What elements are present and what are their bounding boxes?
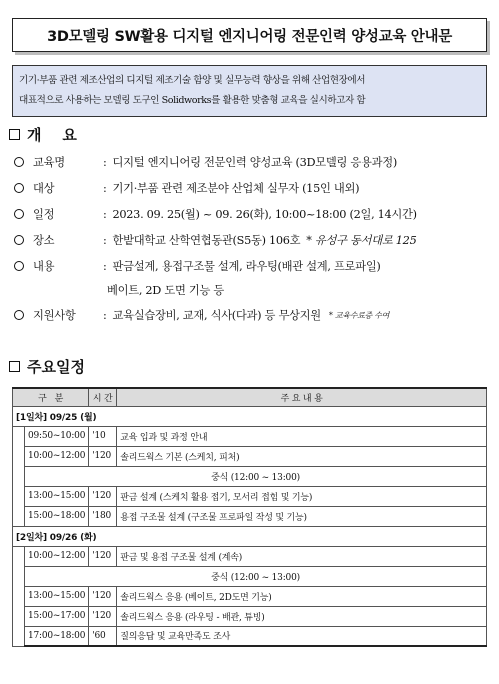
time-cell: 13:00~15:00 <box>25 586 89 606</box>
intro-box <box>12 65 487 117</box>
overview-heading <box>9 124 77 145</box>
table-row <box>13 606 487 626</box>
colon: : <box>103 155 107 169</box>
overview-value: 2023. 09. 25(월) ~ 09. 26(화), 10:00~18:00 (2일, 14시간) <box>112 208 417 221</box>
overview-label: 지원사항 <box>33 309 76 322</box>
table-row <box>13 486 487 506</box>
indent-cell <box>13 426 25 526</box>
overview-label: 일정 <box>33 208 55 221</box>
content-cell: 용접 구조물 설계 (구조물 프로파일 작성 및 기능) <box>117 506 487 526</box>
day-row <box>13 406 487 426</box>
overview-content-continued: 베이트, 2D 도면 기능 등 <box>107 284 225 297</box>
time-cell: 09:50~10:00 <box>25 426 89 446</box>
location-address-note: * 유성구 동서대로 125 <box>306 234 417 247</box>
minutes-cell: '120 <box>89 606 117 626</box>
minutes-cell: '180 <box>89 506 117 526</box>
circle-bullet-icon <box>14 157 24 167</box>
content-cell: 교육 입과 및 과정 안내 <box>117 426 487 446</box>
minutes-cell: '120 <box>89 486 117 506</box>
minutes-cell: '10 <box>89 426 117 446</box>
overview-value: 한밭대학교 산학연협동관(S5동) 106호 <box>112 234 301 247</box>
content-cell: 솔리드웍스 응용 (베이트, 2D도면 기능) <box>117 586 487 606</box>
indent-cell <box>13 546 25 646</box>
overview-label: 내용 <box>33 260 55 273</box>
time-cell: 15:00~18:00 <box>25 506 89 526</box>
content-cell: 판금 설계 (스케치 활용 접기, 모서리 접힘 및 기능) <box>117 486 487 506</box>
schedule-heading <box>9 356 85 377</box>
lunch-row <box>13 466 487 486</box>
lunch-row <box>13 566 487 586</box>
table-row <box>13 426 487 446</box>
overview-label: 대상 <box>33 182 55 195</box>
time-cell: 13:00~15:00 <box>25 486 89 506</box>
table-row <box>13 626 487 646</box>
colon: : <box>103 207 107 221</box>
content-cell: 질의응답 및 교육만족도 조사 <box>117 626 487 646</box>
day-label: [2일차] 09/26 (화) <box>13 526 487 546</box>
overview-label: 장소 <box>33 234 55 247</box>
circle-bullet-icon <box>14 261 24 271</box>
lunch-cell: 중식 (12:00 ~ 13:00) <box>25 566 487 586</box>
colon: : <box>103 259 107 273</box>
overview-row-schedule <box>14 203 417 225</box>
colon: : <box>103 233 107 247</box>
colon: : <box>103 181 107 195</box>
overview-row-support <box>14 304 389 326</box>
schedule-table <box>12 387 487 647</box>
day-label: [1일차] 09/25 (월) <box>13 406 487 426</box>
overview-heading-text: 개 요 <box>27 126 77 144</box>
overview-row-location <box>14 229 416 251</box>
lunch-cell: 중식 (12:00 ~ 13:00) <box>25 466 487 486</box>
header-division: 구 분 <box>13 388 89 406</box>
time-cell: 15:00~17:00 <box>25 606 89 626</box>
table-header-row <box>13 388 487 406</box>
overview-value: 기기·부품 관련 제조분야 산업체 실무자 (15인 내외) <box>112 182 360 195</box>
table-row <box>13 446 487 466</box>
table-row <box>13 546 487 566</box>
circle-bullet-icon <box>14 310 24 320</box>
content-cell: 판금 및 용접 구조물 설계 (계속) <box>117 546 487 566</box>
page-title-text: 3D모델링 SW활용 디지털 엔지니어링 전문인력 양성교육 안내문 <box>47 28 452 45</box>
table-row <box>13 586 487 606</box>
schedule-heading-text: 주요일정 <box>27 358 85 376</box>
time-cell: 10:00~12:00 <box>25 446 89 466</box>
circle-bullet-icon <box>14 209 24 219</box>
square-bullet-icon <box>9 361 20 372</box>
colon: : <box>103 308 107 322</box>
header-time: 시 간 <box>89 388 117 406</box>
support-note: * 교육수료증 수여 <box>328 310 390 320</box>
table-row <box>13 506 487 526</box>
overview-row-course <box>14 151 397 173</box>
intro-line-1: 기기·부품 관련 제조산업의 디지털 제조기술 함양 및 실무능력 향상을 위해 산업현장에서 <box>19 75 366 86</box>
minutes-cell: '120 <box>89 546 117 566</box>
minutes-cell: '60 <box>89 626 117 646</box>
content-cell: 솔리드웍스 응용 (라우팅 - 배관, 튜빙) <box>117 606 487 626</box>
overview-value: 디지털 엔지니어링 전문인력 양성교육 (3D모델링 응용과정) <box>112 156 397 169</box>
overview-row-content <box>14 255 381 277</box>
content-cell: 솔리드웍스 기본 (스케치, 피처) <box>117 446 487 466</box>
square-bullet-icon <box>9 129 20 140</box>
page-title <box>12 18 487 52</box>
time-cell: 10:00~12:00 <box>25 546 89 566</box>
header-content: 주 요 내 용 <box>117 388 487 406</box>
day-row <box>13 526 487 546</box>
overview-row-target <box>14 177 359 199</box>
circle-bullet-icon <box>14 235 24 245</box>
minutes-cell: '120 <box>89 446 117 466</box>
intro-line-2: 대표적으로 사용하는 모델링 도구인 Solidworks를 활용한 맞춤형 교육을 실시하고자 함 <box>19 95 366 106</box>
time-cell: 17:00~18:00 <box>25 626 89 646</box>
overview-value: 판금설계, 용접구조물 설계, 라우팅(배관 설계, 프로파일) <box>112 260 381 273</box>
minutes-cell: '120 <box>89 586 117 606</box>
circle-bullet-icon <box>14 183 24 193</box>
overview-label: 교육명 <box>33 156 65 169</box>
overview-value: 교육실습장비, 교재, 식사(다과) 등 무상지원 <box>112 309 321 322</box>
